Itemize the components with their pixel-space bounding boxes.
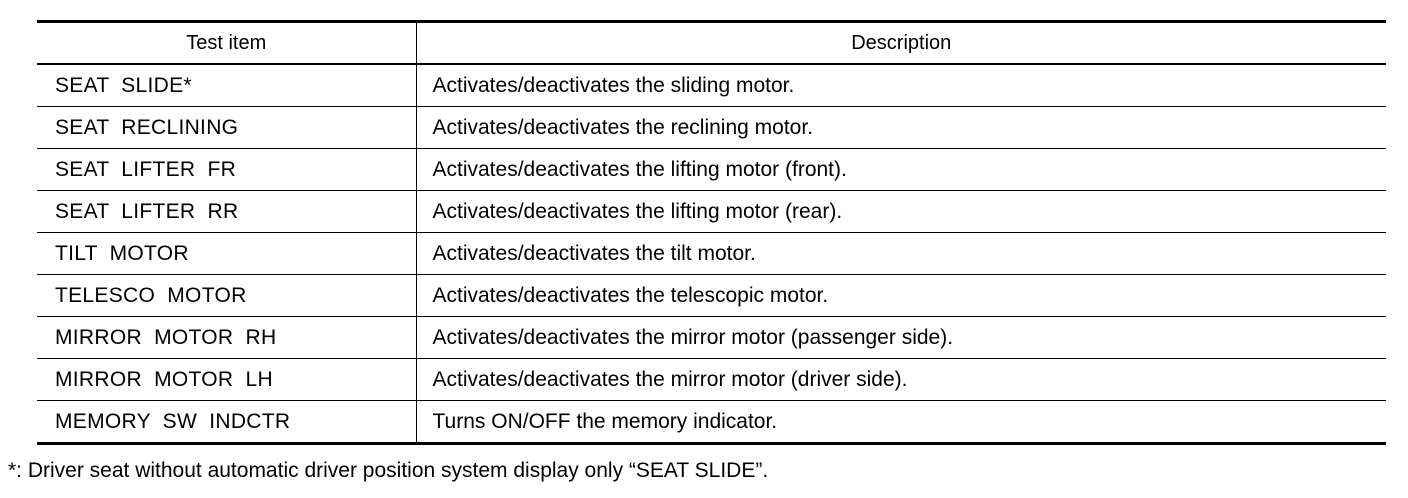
description-cell: Activates/deactivates the tilt motor. — [416, 233, 1386, 275]
table-row — [37, 149, 1386, 191]
description-cell: Activates/deactivates the telescopic motor. — [416, 275, 1386, 317]
table-header-row — [37, 22, 1386, 65]
description-cell: Activates/deactivates the lifting motor (rear). — [416, 191, 1386, 233]
table-row — [37, 107, 1386, 149]
table-row — [37, 359, 1386, 401]
description-cell: Turns ON/OFF the memory indicator. — [432, 409, 778, 433]
table-row — [37, 191, 1386, 233]
table-row — [37, 233, 1386, 275]
column-header-test-item: Test item — [37, 22, 416, 65]
test-item-cell: MEMORY SW INDCTR — [37, 401, 416, 444]
table-row — [37, 64, 1386, 107]
column-header-description: Description — [416, 22, 1386, 65]
table-row — [37, 401, 1386, 444]
test-item-cell: SEAT LIFTER RR — [37, 191, 416, 233]
test-item-cell: TELESCO MOTOR — [37, 275, 416, 317]
test-item-cell: SEAT RECLINING — [37, 107, 416, 149]
test-item-cell: SEAT LIFTER FR — [37, 149, 416, 191]
description-cell: Activates/deactivates the sliding motor. — [416, 64, 1386, 107]
description-cell: Activates/deactivates the mirror motor (driver side). — [416, 359, 1386, 401]
footnote: *: Driver seat without automatic driver position system display only “SEAT SLIDE”. — [8, 459, 769, 482]
test-item-cell: MIRROR MOTOR RH — [37, 317, 416, 359]
table-row — [37, 317, 1386, 359]
test-item-table — [37, 20, 1386, 445]
table-row — [37, 275, 1386, 317]
description-cell: Activates/deactivates the lifting motor (front). — [416, 149, 1386, 191]
description-cell: Activates/deactivates the reclining motor. — [416, 107, 1386, 149]
description-cell: Activates/deactivates the mirror motor (passenger side). — [416, 317, 1386, 359]
test-item-cell: TILT MOTOR — [37, 233, 416, 275]
test-item-cell: SEAT SLIDE* — [37, 64, 416, 107]
test-item-cell: MIRROR MOTOR LH — [37, 359, 416, 401]
